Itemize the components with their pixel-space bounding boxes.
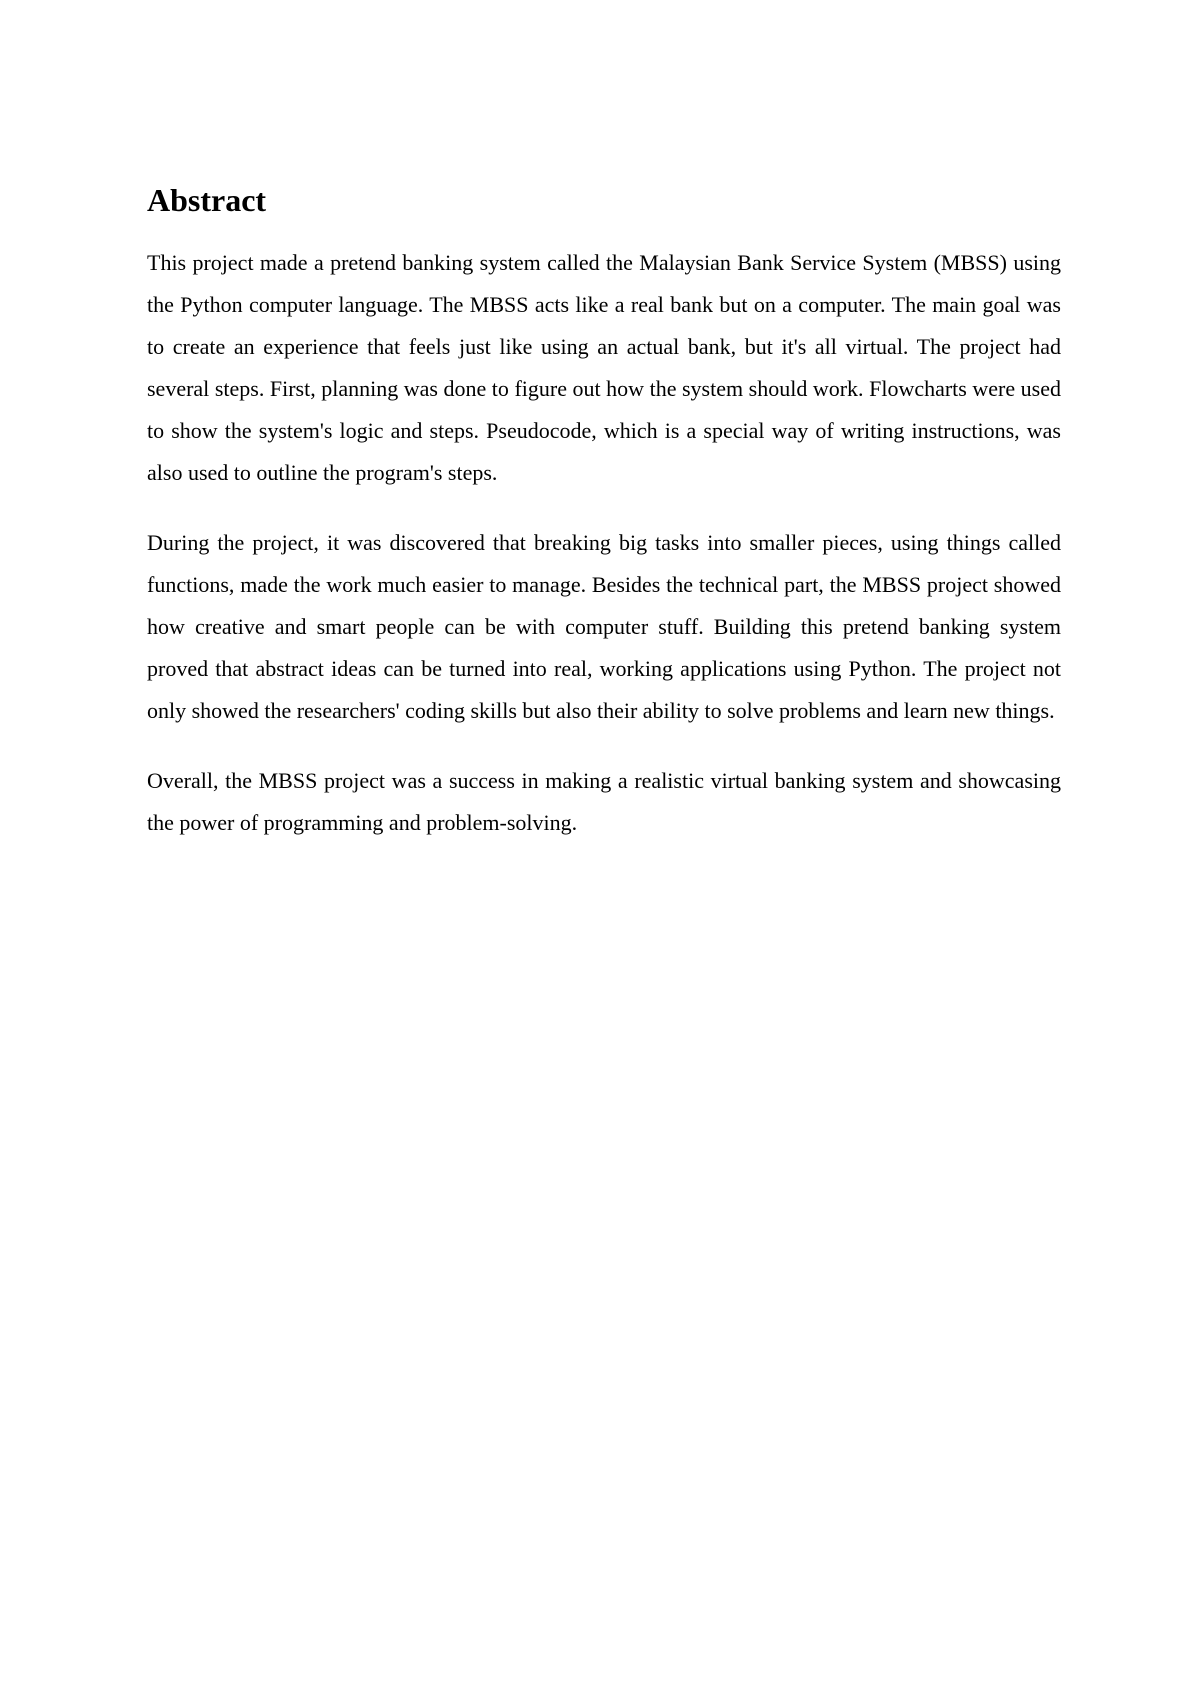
- abstract-paragraph-1: This project made a pretend banking system called the Malaysian Bank Service System (MBSS) using the Python computer language. The MBSS acts like a real bank but on a computer. The main goal was to create an experience that feels just like using an actual bank, but it's all virtual. The project had several steps. First, planning was done to figure out how the system should work. Flowcharts were used to show the system's logic and steps. Pseudocode, which is a special way of writing instructions, was also used to outline the program's steps.: [147, 250, 1061, 485]
- abstract-paragraph-3: Overall, the MBSS project was a success in making a realistic virtual banking system and showcasing the power of programming and problem-solving.: [147, 768, 1061, 835]
- abstract-paragraph-2: During the project, it was discovered that breaking big tasks into smaller pieces, using things called functions, made the work much easier to manage. Besides the technical part, the MBSS project showed how creative and smart people can be with computer stuff. Building this pretend banking system proved that abstract ideas can be turned into real, working applications using Python. The project not only showed the researchers' coding skills but also their ability to solve problems and learn new things.: [147, 530, 1061, 723]
- document-body: [147, 178, 1061, 872]
- abstract-heading: Abstract: [147, 182, 267, 218]
